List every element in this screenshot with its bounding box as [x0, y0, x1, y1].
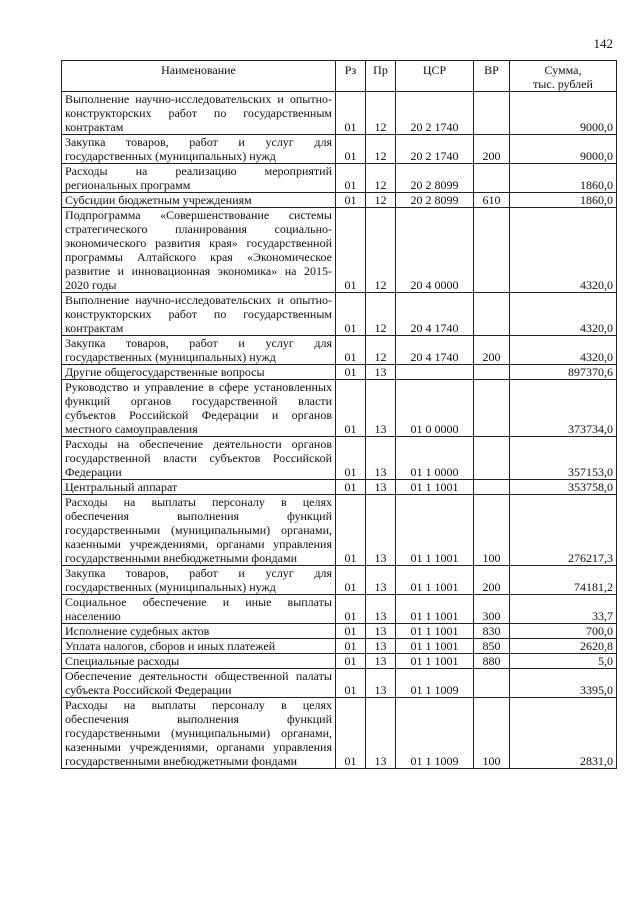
cell-rz: 01 [336, 595, 366, 624]
cell-rz: 01 [336, 669, 366, 698]
cell-csr: 01 1 0000 [396, 437, 474, 480]
cell-pr: 13 [366, 495, 396, 566]
cell-name: Расходы на выплаты персоналу в целях обеспечения выполнения функций государственными (муниципальными) органами, казенными учреждениями, органами управления государственными внебюджетными фондами [62, 698, 336, 769]
cell-vr: 200 [474, 566, 510, 595]
budget-table [61, 60, 617, 769]
cell-rz: 01 [336, 208, 366, 293]
cell-vr [474, 365, 510, 380]
cell-name: Исполнение судебных актов [62, 624, 336, 639]
page-number: 142 [593, 36, 613, 51]
cell-sum: 33,7 [510, 595, 617, 624]
cell-csr: 20 2 8099 [396, 193, 474, 208]
cell-rz: 01 [336, 654, 366, 669]
cell-sum: 276217,3 [510, 495, 617, 566]
cell-rz: 01 [336, 480, 366, 495]
cell-vr: 850 [474, 639, 510, 654]
cell-rz: 01 [336, 566, 366, 595]
cell-csr: 01 1 1001 [396, 624, 474, 639]
cell-name: Социальное обеспечение и иные выплаты населению [62, 595, 336, 624]
cell-sum: 4320,0 [510, 336, 617, 365]
cell-pr: 13 [366, 624, 396, 639]
cell-pr: 13 [366, 566, 396, 595]
cell-sum: 2620,8 [510, 639, 617, 654]
cell-pr: 12 [366, 92, 396, 135]
cell-csr: 20 4 1740 [396, 336, 474, 365]
cell-rz: 01 [336, 365, 366, 380]
cell-vr [474, 293, 510, 336]
cell-rz: 01 [336, 193, 366, 208]
cell-pr: 13 [366, 380, 396, 437]
header-sum [510, 61, 617, 92]
cell-csr: 01 1 1001 [396, 639, 474, 654]
cell-rz: 01 [336, 380, 366, 437]
cell-pr: 13 [366, 437, 396, 480]
cell-pr: 13 [366, 669, 396, 698]
cell-name: Другие общегосударственные вопросы [62, 365, 336, 380]
table-row [62, 135, 617, 164]
table-row [62, 293, 617, 336]
cell-name: Специальные расходы [62, 654, 336, 669]
cell-csr: 01 1 1009 [396, 698, 474, 769]
cell-pr: 12 [366, 164, 396, 193]
cell-vr [474, 437, 510, 480]
cell-vr: 100 [474, 495, 510, 566]
cell-vr: 200 [474, 336, 510, 365]
cell-vr: 200 [474, 135, 510, 164]
cell-rz: 01 [336, 92, 366, 135]
header-csr: ЦСР [396, 61, 474, 92]
table-row [62, 365, 617, 380]
cell-pr: 13 [366, 698, 396, 769]
table-row [62, 92, 617, 135]
table-row [62, 566, 617, 595]
cell-name: Выполнение научно-исследовательских и опытно-конструкторских работ по государственным контрактам [62, 293, 336, 336]
cell-name: Расходы на обеспечение деятельности органов государственной власти субъектов Российской Федерации [62, 437, 336, 480]
cell-name: Закупка товаров, работ и услуг для государственных (муниципальных) нужд [62, 336, 336, 365]
cell-rz: 01 [336, 164, 366, 193]
cell-pr: 13 [366, 365, 396, 380]
header-name: Наименование [62, 61, 336, 92]
cell-rz: 01 [336, 437, 366, 480]
cell-vr: 880 [474, 654, 510, 669]
cell-pr: 13 [366, 595, 396, 624]
cell-vr [474, 480, 510, 495]
cell-vr [474, 380, 510, 437]
cell-name: Расходы на выплаты персоналу в целях обеспечения выполнения функций государственными (муниципальными) органами, казенными учреждениями, органами управления государственными внебюджетными фондами [62, 495, 336, 566]
cell-name: Расходы на реализацию мероприятий региональных программ [62, 164, 336, 193]
cell-sum: 74181,2 [510, 566, 617, 595]
cell-rz: 01 [336, 135, 366, 164]
table-header-row [62, 61, 617, 92]
cell-rz: 01 [336, 698, 366, 769]
cell-vr [474, 208, 510, 293]
cell-csr: 01 1 1001 [396, 566, 474, 595]
table-row [62, 495, 617, 566]
cell-name: Уплата налогов, сборов и иных платежей [62, 639, 336, 654]
cell-name: Субсидии бюджетным учреждениям [62, 193, 336, 208]
cell-sum: 1860,0 [510, 164, 617, 193]
cell-name: Выполнение научно-исследовательских и опытно-конструкторских работ по государственным контрактам [62, 92, 336, 135]
cell-csr: 20 2 8099 [396, 164, 474, 193]
cell-vr [474, 669, 510, 698]
cell-rz: 01 [336, 336, 366, 365]
header-sum-line2: тыс. рублей [533, 77, 593, 91]
cell-csr: 20 4 0000 [396, 208, 474, 293]
cell-csr: 01 1 1001 [396, 654, 474, 669]
cell-name: Закупка товаров, работ и услуг для государственных (муниципальных) нужд [62, 566, 336, 595]
cell-name: Руководство и управление в сфере установленных функций органов государственной власти субъектов Российской Федерации и органов местного самоуправления [62, 380, 336, 437]
cell-rz: 01 [336, 293, 366, 336]
cell-sum: 4320,0 [510, 293, 617, 336]
table-row [62, 164, 617, 193]
table-row [62, 480, 617, 495]
cell-sum: 357153,0 [510, 437, 617, 480]
cell-name: Центральный аппарат [62, 480, 336, 495]
cell-vr: 610 [474, 193, 510, 208]
cell-pr: 12 [366, 293, 396, 336]
cell-pr: 12 [366, 193, 396, 208]
cell-sum: 700,0 [510, 624, 617, 639]
cell-pr: 12 [366, 336, 396, 365]
cell-csr: 01 1 1009 [396, 669, 474, 698]
header-sum-line1: Сумма, [544, 63, 582, 77]
cell-pr: 13 [366, 654, 396, 669]
header-vr: ВР [474, 61, 510, 92]
cell-rz: 01 [336, 495, 366, 566]
cell-csr: 01 1 1001 [396, 480, 474, 495]
cell-sum: 4320,0 [510, 208, 617, 293]
cell-csr: 01 0 0000 [396, 380, 474, 437]
table-row [62, 437, 617, 480]
cell-vr [474, 92, 510, 135]
cell-sum: 9000,0 [510, 135, 617, 164]
cell-name: Обеспечение деятельности общественной палаты субъекта Российской Федерации [62, 669, 336, 698]
cell-pr: 12 [366, 135, 396, 164]
cell-name: Закупка товаров, работ и услуг для государственных (муниципальных) нужд [62, 135, 336, 164]
cell-rz: 01 [336, 639, 366, 654]
table-row [62, 624, 617, 639]
cell-sum: 897370,6 [510, 365, 617, 380]
cell-csr: 20 4 1740 [396, 293, 474, 336]
table-row [62, 669, 617, 698]
cell-vr: 100 [474, 698, 510, 769]
cell-sum: 353758,0 [510, 480, 617, 495]
cell-sum: 2831,0 [510, 698, 617, 769]
cell-vr: 830 [474, 624, 510, 639]
cell-sum: 373734,0 [510, 380, 617, 437]
cell-rz: 01 [336, 624, 366, 639]
cell-pr: 13 [366, 480, 396, 495]
cell-pr: 12 [366, 208, 396, 293]
cell-sum: 5,0 [510, 654, 617, 669]
table-row [62, 208, 617, 293]
cell-vr [474, 164, 510, 193]
cell-csr: 01 1 1001 [396, 495, 474, 566]
cell-name: Подпрограмма «Совершенствование системы стратегического планирования социально-экономического развития края» государственной программы Алтайского края «Экономическое развитие и инновационная экономика» на 2015-2020 годы [62, 208, 336, 293]
cell-csr: 01 1 1001 [396, 595, 474, 624]
cell-csr: 20 2 1740 [396, 92, 474, 135]
table-row [62, 698, 617, 769]
cell-csr [396, 365, 474, 380]
table-row [62, 380, 617, 437]
cell-vr: 300 [474, 595, 510, 624]
cell-csr: 20 2 1740 [396, 135, 474, 164]
table-row [62, 654, 617, 669]
table-row [62, 193, 617, 208]
cell-sum: 3395,0 [510, 669, 617, 698]
table-body [62, 92, 617, 769]
cell-pr: 13 [366, 639, 396, 654]
table-row [62, 595, 617, 624]
cell-sum: 9000,0 [510, 92, 617, 135]
table-row [62, 639, 617, 654]
cell-sum: 1860,0 [510, 193, 617, 208]
table-row [62, 336, 617, 365]
header-pr: Пр [366, 61, 396, 92]
header-rz: Рз [336, 61, 366, 92]
